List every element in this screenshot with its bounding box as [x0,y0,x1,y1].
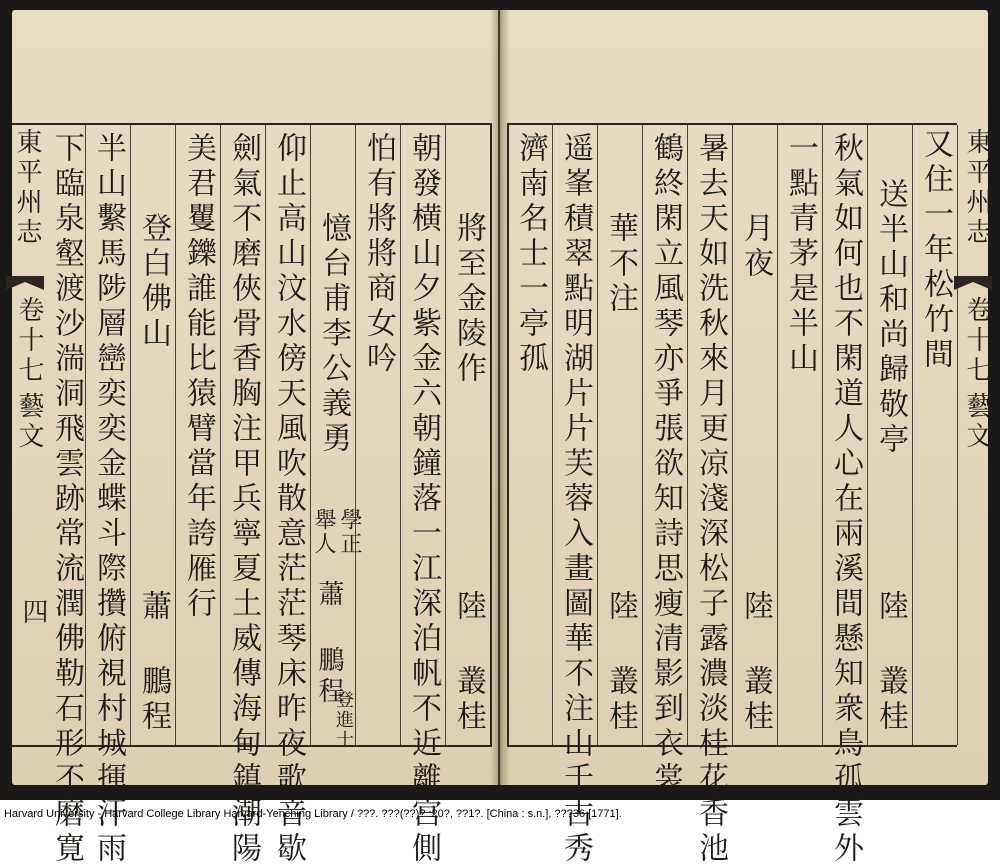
text-column: 美君矍鑠誰能比猿臂當年誇雁行 [181,132,216,622]
margin-title: 東平州志 [12,128,42,248]
fishtail-mark-icon [954,276,992,290]
text-column: 秋氣如何也不閑道人心在兩溪間懸知衆鳥孤雲外 [828,132,863,867]
column-rule [552,125,553,745]
margin-juan: 卷十七 [962,296,992,386]
source-caption: Harvard University - Harvard College Library Harvard-Yenching Library / ???. ???(??)? :20?, ??1?. [China : s.n.], ???36 [1771]. [4,808,622,820]
fishtail-mark-icon [6,276,44,290]
margin-title: 東平州志 [962,128,992,248]
folio-number: 四 [18,598,48,628]
poem-title: 登白佛山 [136,212,171,352]
column-rule [732,125,733,745]
text-column: 下臨泉壑渡沙湍洞飛雲跡常流潤佛勒石形不磨寛 [49,132,84,867]
text-column: 濟南名士一亭孤 [513,132,548,377]
text-column: 半山繫馬陟層巒奕奕金蝶斗際攢俯視村城揮汗雨 [91,132,126,867]
column-rule [597,125,598,745]
poem-title: 送半山和尚歸敬亭 [873,178,908,458]
column-rule [265,125,266,745]
column-rule [445,125,446,745]
poem-author: 陸 叢桂 [603,590,638,735]
column-rule [85,125,86,745]
poem-title: 憶台甫李公義勇 [316,212,351,457]
column-rule [957,125,958,745]
poem-author: 蕭 鵬程 [136,590,171,735]
poem-title: 月夜 [738,212,773,282]
column-rule [687,125,688,745]
margin-section: 藝文 [14,392,44,452]
text-column: 一點青茅是半山 [783,132,818,377]
column-rule [355,125,356,745]
column-rule [130,125,131,745]
author-note: 登進士 [333,690,354,750]
margin-section: 藝文 [962,392,992,452]
poem-title: 將至金陵作 [451,212,486,387]
text-column: 仰止高山汶水傍天風吹散意茫茫琴床昨夜歌音歇 [271,132,306,867]
poem-author: 蕭 鵬程 [314,580,344,708]
column-rule [822,125,823,745]
author-note: 舉人 [311,508,336,556]
column-rule [912,125,913,745]
text-column: 鶴終閑立風琴亦爭張欲知詩思瘦清影到衣裳 [648,132,683,797]
text-column: 暑去天如洗秋來月更凉淺深松子露濃淡桂花香池 [693,132,728,867]
column-rule [867,125,868,745]
author-note: 學正 [337,508,362,556]
text-column: 怕有將將商女吟 [361,132,396,377]
column-rule [400,125,401,745]
text-column: 朝發横山夕紫金六朝鐘落一江深泊帆不近離宫側 [406,132,441,867]
column-rule [642,125,643,745]
text-column: 劍氣不磨俠骨香胸注甲兵寧夏土威傳海甸鎮潮陽 [226,132,261,867]
text-column: 遥峯積翠點明湖片片芙蓉入畫圖華不注山千古秀 [558,132,593,867]
margin-juan: 卷十七 [14,296,44,386]
column-rule [175,125,176,745]
poem-author: 陸 叢桂 [873,590,908,735]
poem-author: 陸 叢桂 [738,590,773,735]
poem-title: 華不注 [603,212,638,317]
column-rule [777,125,778,745]
column-rule [220,125,221,745]
text-column: 又住一年松竹間 [918,128,953,373]
poem-author: 陸 叢桂 [451,590,486,735]
